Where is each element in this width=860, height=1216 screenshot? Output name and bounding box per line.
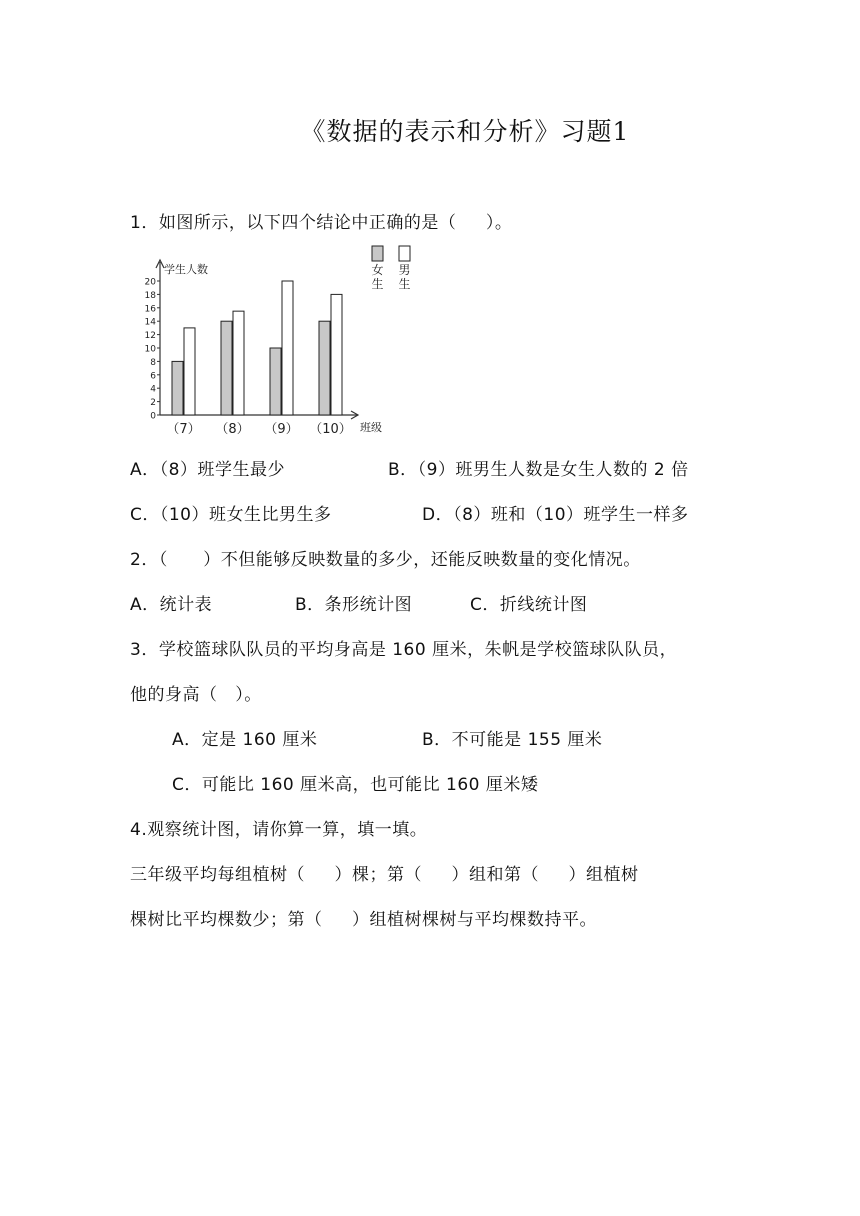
y-tick-label: 6: [150, 371, 156, 382]
y-tick-label: 10: [144, 344, 156, 355]
q2-option-c: C．折线统计图: [470, 595, 588, 615]
bar: [331, 294, 342, 415]
q1-option-a: A．（8）班学生最少: [130, 460, 285, 480]
x-tick-label: （9）: [264, 422, 299, 437]
bar: [172, 361, 183, 415]
x-tick-label: （7）: [166, 422, 201, 437]
y-tick-label: 16: [144, 304, 156, 315]
x-tick-label: （8）: [215, 422, 250, 437]
q1-option-c: C．（10）班女生比男生多: [130, 505, 332, 525]
q3-option-a: A．定是 160 厘米: [172, 730, 318, 750]
q1-option-b: B．（9）班男生人数是女生人数的 2 倍: [388, 460, 689, 480]
q3-option-c: C．可能比 160 厘米高，也可能比 160 厘米矮: [172, 775, 539, 795]
bar: [282, 281, 293, 415]
legend-label: 生: [398, 277, 411, 291]
bar: [233, 311, 244, 415]
y-tick-label: 0: [150, 411, 156, 422]
q2-stem: 2．（ ）不但能够反映数量的多少，还能反映数量的变化情况。: [130, 550, 641, 570]
y-tick-label: 14: [144, 317, 156, 328]
bar-chart: [128, 240, 448, 440]
page-title: 《数据的表示和分析》习题1: [300, 117, 630, 146]
x-tick-label: （10）: [309, 422, 352, 437]
legend-label: 男: [398, 263, 411, 277]
y-tick-label: 2: [150, 398, 156, 409]
q3-option-b: B．不可能是 155 厘米: [422, 730, 603, 750]
legend-label: 生: [371, 277, 384, 291]
y-tick-label: 4: [150, 384, 156, 395]
bar: [184, 328, 195, 415]
bar: [221, 321, 232, 415]
y-tick-label: 20: [144, 277, 156, 288]
x-axis-label: 班级: [360, 421, 382, 434]
legend-label: 女: [371, 263, 384, 277]
bar: [270, 348, 281, 415]
bar: [319, 321, 330, 415]
q4-line1: 三年级平均每组植树（ ）棵；第（ ）组和第（ ）组植树: [130, 865, 639, 885]
q3-stem-line2: 他的身高（ ）。: [130, 685, 262, 705]
y-tick-label: 8: [150, 357, 156, 368]
y-tick-label: 12: [144, 331, 156, 342]
legend-swatch: [372, 246, 383, 261]
legend-swatch: [399, 246, 410, 261]
q4-line2: 棵树比平均棵数少；第（ ）组植树棵树与平均棵数持平。: [130, 910, 598, 930]
q1-option-d: D．（8）班和（10）班学生一样多: [422, 505, 689, 525]
q1-stem: 1．如图所示，以下四个结论中正确的是（ ）。: [130, 213, 513, 233]
q3-stem-line1: 3．学校篮球队队员的平均身高是 160 厘米，朱帆是学校篮球队队员，: [130, 640, 678, 660]
q4-stem: 4.观察统计图，请你算一算，填一填。: [130, 820, 428, 840]
q2-option-a: A．统计表: [130, 595, 213, 615]
y-axis-label: 学生人数: [164, 263, 208, 276]
q2-option-b: B．条形统计图: [295, 595, 413, 615]
y-tick-label: 18: [144, 290, 156, 301]
